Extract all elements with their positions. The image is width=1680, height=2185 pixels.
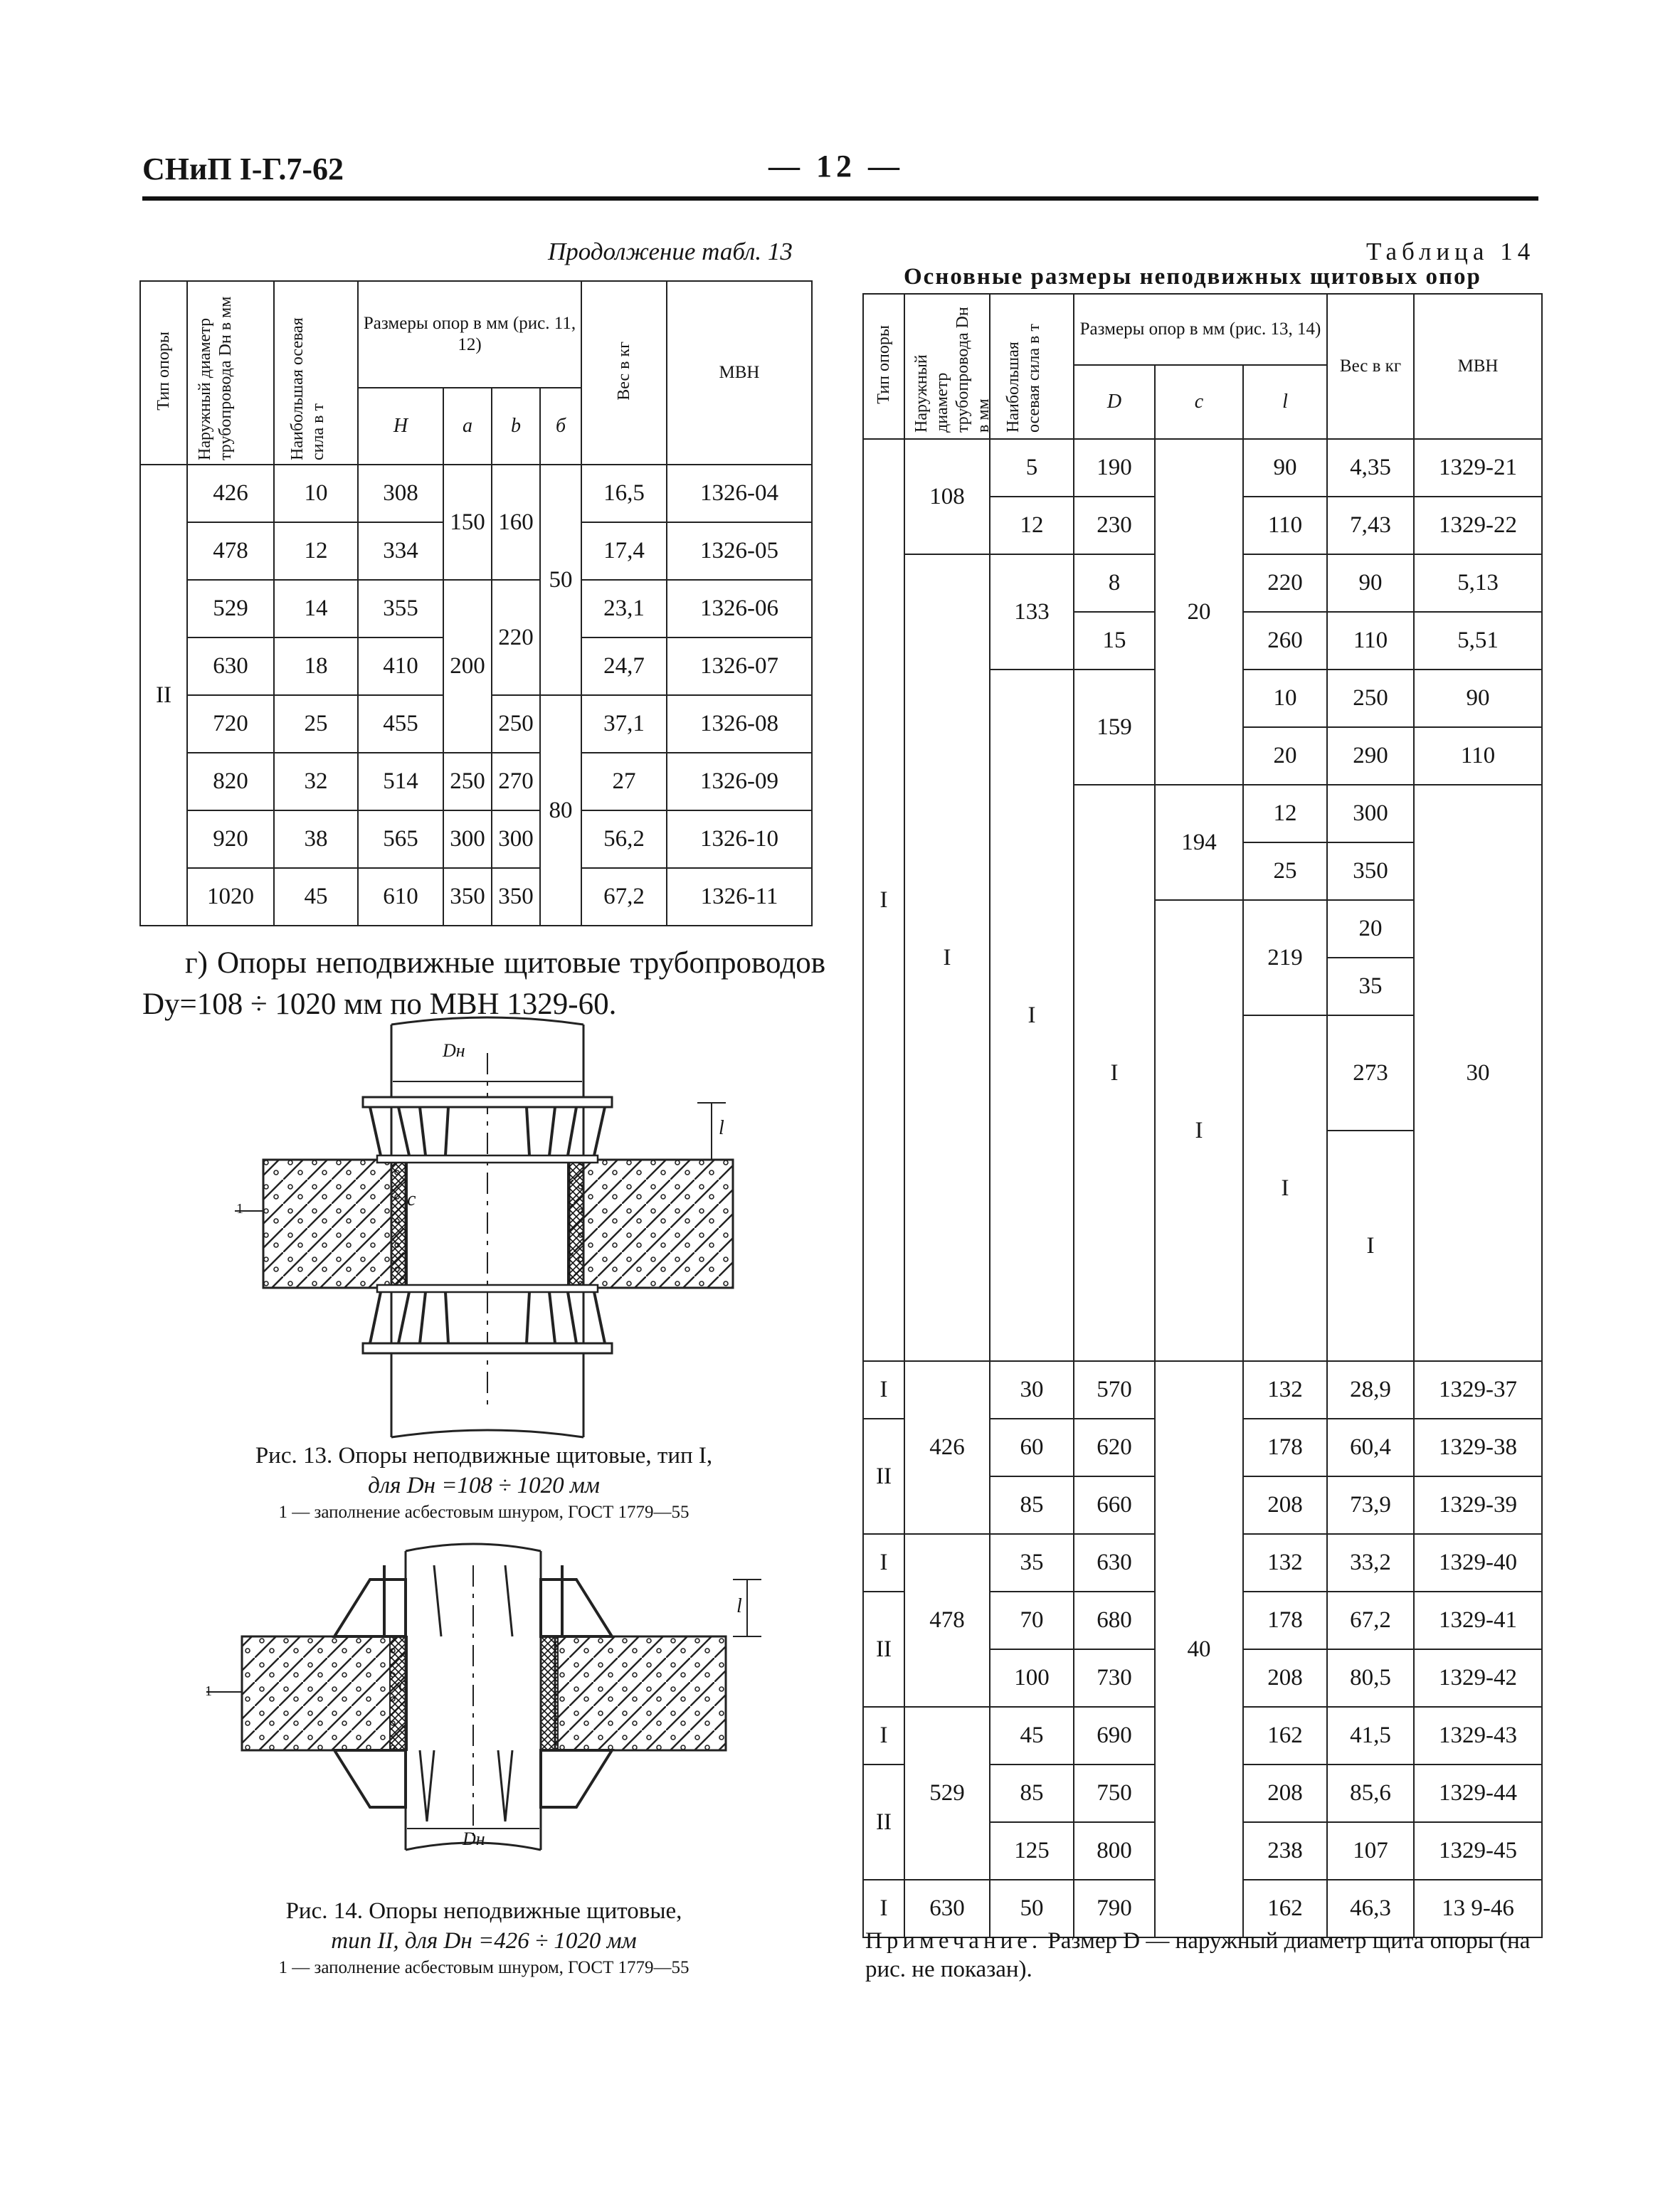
t13-col-weight: Вес в кг [581,281,667,465]
t14-cell-l: 90 [1327,554,1414,612]
t13-cell-mvn: 1326-09 [667,753,812,810]
t14-cell-mvn: 13 9-46 [1414,1880,1542,1937]
t14-col-c: c [1155,365,1243,439]
t13-cell-a: 150 [443,465,492,580]
t13-cell-force: 14 [274,580,358,637]
t13-col-axial-force: Наибольшая осевая сила в т [274,281,358,465]
t14-cell-force: 85 [990,1476,1074,1534]
t14-cell-D: 620 [1074,1419,1155,1476]
t14-cell-force: 35 [990,1534,1074,1592]
t14-cell-diam: 426 [904,1361,990,1534]
t14-cell-D: 680 [1074,1592,1155,1649]
t14-cell-mvn: 1329-22 [1414,497,1542,554]
t14-cell-force: 20 [1327,900,1414,958]
t13-cell-b: 270 [492,753,540,810]
t14-cell-D: 300 [1327,785,1414,842]
t14-cell-weight: 7,43 [1327,497,1414,554]
t14-cell-mvn: 1329-40 [1414,1534,1542,1592]
t13-cell-b: 350 [492,868,540,926]
t14-cell-c: 20 [1155,439,1243,785]
t13-cell-H: 308 [358,465,443,522]
t13-row [140,753,812,810]
t14-cell-D: 350 [1327,842,1414,900]
table13-continuation-caption: Продолжение табл. 13 [548,238,793,265]
t14-cell-force: 5 [990,439,1074,497]
table14-title: Таблица 14 [1366,238,1536,265]
t14-cell-D: 690 [1074,1707,1155,1765]
t14-cell-force: 45 [990,1707,1074,1765]
t13-cell-H: 514 [358,753,443,810]
t13-cell-type: II [140,465,187,926]
t13-cell-a: 300 [443,810,492,868]
t13-cell-force: 25 [274,695,358,753]
t14-cell-force: 85 [990,1765,1074,1822]
t14-cell-diam: 630 [904,1880,990,1937]
table13 [139,280,813,926]
t14-cell-type: I [863,1534,904,1592]
t14-cell-type: I [1243,1015,1327,1361]
t14-cell-mvn: 1329-44 [1414,1765,1542,1822]
t14-cell-force: 125 [990,1822,1074,1880]
t13-cell-weight: 17,4 [581,522,667,580]
t13-cell-force: 38 [274,810,358,868]
t13-col-a: a [443,388,492,465]
fig14-label-1: 1 [205,1683,212,1699]
t14-cell-c: 30 [1414,785,1542,1361]
t14-cell-weight: 4,35 [1327,439,1414,497]
t14-col-D: D [1074,365,1155,439]
t14-cell-type: II [863,1592,904,1707]
t14-cell-D: 800 [1074,1822,1155,1880]
t14-cell-l: 110 [1327,612,1414,670]
t13-cell-H: 355 [358,580,443,637]
t13-cell-weight: 23,1 [581,580,667,637]
t13-cell-weight: 27 [581,753,667,810]
t14-col-weight: Вес в кг [1327,294,1414,439]
t14-cell-D: 730 [1074,1649,1155,1707]
t14-cell-weight: 85,6 [1327,1765,1414,1822]
t13-cell-mvn: 1326-06 [667,580,812,637]
t13-cell-weight: 37,1 [581,695,667,753]
t13-col-outer-diam: Наружный диаметр трубопровода Dн в мм [187,281,274,465]
t14-cell-D: 190 [1074,439,1155,497]
t14-cell-type: II [863,1419,904,1534]
t14-cell-D: 630 [1074,1534,1155,1592]
t14-cell-force: 25 [1243,842,1327,900]
t14-cell-diam: 273 [1327,1015,1414,1131]
fig13-caption-line2: для Dн =108 ÷ 1020 мм [368,1473,600,1498]
t13-cell-diam: 820 [187,753,274,810]
t13-cell-a: 200 [443,580,492,753]
fig14-label-c: c [398,1673,408,1695]
fig14-label-l: l [736,1595,742,1617]
t14-cell-D: 290 [1327,727,1414,785]
t14-cell-type: I [990,670,1074,1361]
t13-cell-mvn: 1326-07 [667,637,812,695]
fig14-caption-note: 1 — заполнение асбестовым шнуром, ГОСТ 1779—55 [278,1958,690,1977]
t14-cell-D: 260 [1243,612,1327,670]
t13-cell-delta: 80 [540,695,581,926]
t13-cell-weight: 16,5 [581,465,667,522]
t13-row [140,465,812,522]
t14-cell-l: 110 [1414,727,1542,785]
t13-cell-diam: 478 [187,522,274,580]
t13-cell-H: 455 [358,695,443,753]
t14-row [863,439,1542,497]
table14-note-label: Примечание. [865,1928,1042,1954]
figure-13-drawing [235,1010,776,1437]
t14-cell-type: I [863,439,904,1361]
t14-cell-type: I [1074,785,1155,1361]
t14-cell-l: 178 [1243,1592,1327,1649]
t13-cell-force: 45 [274,868,358,926]
fig14-label-dn: Dн [463,1829,485,1849]
t14-cell-mvn: 1329-42 [1414,1649,1542,1707]
t14-cell-D: 660 [1074,1476,1155,1534]
t14-cell-mvn: 1329-43 [1414,1707,1542,1765]
t14-cell-weight: 80,5 [1327,1649,1414,1707]
t13-cell-diam: 630 [187,637,274,695]
document-code: СНиП I-Г.7-62 [142,152,344,186]
t14-cell-weight: 33,2 [1327,1534,1414,1592]
t14-cell-mvn: 1329-41 [1414,1592,1542,1649]
t14-cell-l: 162 [1243,1707,1327,1765]
t13-cell-H: 410 [358,637,443,695]
t13-row [140,868,812,926]
fig13-label-dn: Dн [443,1040,465,1061]
t14-cell-force: 70 [990,1592,1074,1649]
table14 [862,293,1543,1938]
t13-col-sizes: Размеры опор в мм (рис. 11, 12) [358,281,581,388]
t14-cell-weight: 73,9 [1327,1476,1414,1534]
t14-cell-c: 40 [1155,1361,1243,1937]
t14-col-outer-diam: Наружный диаметр трубопровода Dн в мм [904,294,990,439]
t13-cell-mvn: 1326-10 [667,810,812,868]
t13-cell-diam: 1020 [187,868,274,926]
t13-cell-mvn: 1326-05 [667,522,812,580]
fig14-caption-line2: тип II, для Dн =426 ÷ 1020 мм [331,1928,637,1954]
t14-body [863,439,1542,1937]
t14-cell-weight: 5,13 [1414,554,1542,612]
t13-cell-diam: 426 [187,465,274,522]
t14-cell-mvn: 1329-39 [1414,1476,1542,1534]
t13-cell-diam: 529 [187,580,274,637]
t14-cell-weight: 67,2 [1327,1592,1414,1649]
fig13-label-l: l [719,1117,724,1139]
t13-col-H: H [358,388,443,465]
t13-cell-force: 12 [274,522,358,580]
t14-cell-force: 20 [1243,727,1327,785]
table14-note-text: Размер D — наружный диаметр щита опоры (на рис. не показан). [865,1928,1531,1982]
t14-cell-D: 570 [1074,1361,1155,1419]
t14-cell-diam: 529 [904,1707,990,1880]
t13-cell-diam: 720 [187,695,274,753]
t13-row [140,580,812,637]
t13-cell-a: 350 [443,868,492,926]
t14-cell-force: 30 [990,1361,1074,1419]
section-g-heading: г) Опоры неподвижные щитовые трубопроводов Dу=108 ÷ 1020 мм по МВН 1329-60. [142,946,825,1021]
t14-cell-l: 90 [1414,670,1542,727]
t13-cell-b: 220 [492,580,540,695]
fig13-label-1: 1 [236,1201,243,1217]
t13-cell-force: 18 [274,637,358,695]
t13-cell-delta: 50 [540,465,581,695]
t14-cell-diam: 478 [904,1534,990,1707]
t14-cell-l: 90 [1243,439,1327,497]
t13-cell-H: 334 [358,522,443,580]
t14-cell-l: 208 [1243,1649,1327,1707]
t14-cell-diam: 108 [904,439,990,554]
table14-subtitle: Основные размеры неподвижных щитовых опор [904,264,1481,290]
t14-cell-force: 15 [1074,612,1155,670]
t13-cell-b: 300 [492,810,540,868]
t13-col-type: Тип опоры [140,281,187,465]
t14-cell-type: I [863,1361,904,1419]
t14-cell-mvn: 1329-21 [1414,439,1542,497]
t14-cell-l: 162 [1243,1880,1327,1937]
t14-cell-weight: 28,9 [1327,1361,1414,1419]
t14-cell-D: 250 [1327,670,1414,727]
fig13-caption-note: 1 — заполнение асбестовым шнуром, ГОСТ 1779—55 [278,1503,690,1522]
t14-cell-D: 220 [1243,554,1327,612]
t14-cell-type: I [863,1880,904,1937]
t13-col-delta: б [540,388,581,465]
t13-row [140,810,812,868]
t14-row [863,1361,1542,1419]
t14-cell-l: 132 [1243,1534,1327,1592]
t14-cell-mvn: 1329-38 [1414,1419,1542,1476]
t14-cell-diam: 159 [1074,670,1155,785]
t13-cell-weight: 67,2 [581,868,667,926]
t14-cell-type: I [1155,900,1243,1361]
t14-cell-force: 50 [990,1880,1074,1937]
t13-body [140,465,812,926]
t14-cell-D: 230 [1074,497,1155,554]
t13-cell-weight: 24,7 [581,637,667,695]
t14-col-l: l [1243,365,1327,439]
t14-cell-l: 132 [1243,1361,1327,1419]
t14-cell-force: 8 [1074,554,1155,612]
t14-cell-force: 100 [990,1649,1074,1707]
table14-note [865,1927,1541,1984]
t13-col-mvn: МВН [667,281,812,465]
t14-cell-weight: 41,5 [1327,1707,1414,1765]
t14-cell-l: 208 [1243,1765,1327,1822]
t14-cell-force: 35 [1327,958,1414,1015]
t14-cell-mvn: 1329-37 [1414,1361,1542,1419]
t14-cell-l: 208 [1243,1476,1327,1534]
t13-col-b: b [492,388,540,465]
t13-cell-H: 610 [358,868,443,926]
t14-cell-l: 178 [1243,1419,1327,1476]
t14-col-type: Тип опоры [863,294,904,439]
t13-cell-weight: 56,2 [581,810,667,868]
t13-cell-force: 10 [274,465,358,522]
t14-cell-weight: 46,3 [1327,1880,1414,1937]
t13-cell-mvn: 1326-04 [667,465,812,522]
t14-cell-l: 110 [1243,497,1327,554]
t14-col-mvn: МВН [1414,294,1542,439]
t13-cell-mvn: 1326-11 [667,868,812,926]
t14-cell-diam: 194 [1155,785,1243,900]
t14-cell-D: 750 [1074,1765,1155,1822]
fig13-caption-line1: Рис. 13. Опоры неподвижные щитовые, тип I, [255,1443,713,1469]
page-number: — 12 — [768,149,904,184]
t14-cell-D: 790 [1074,1880,1155,1937]
t14-cell-weight: 5,51 [1414,612,1542,670]
fig13-label-c: c [407,1188,416,1210]
t14-cell-force: 12 [1243,785,1327,842]
t13-cell-a: 250 [443,753,492,810]
t14-cell-l: 238 [1243,1822,1327,1880]
t14-cell-type: I [1327,1131,1414,1361]
t14-cell-force: 10 [1243,670,1327,727]
t13-cell-mvn: 1326-08 [667,695,812,753]
t14-cell-type: I [863,1707,904,1765]
header-rule [142,196,1538,201]
t14-cell-mvn: 1329-45 [1414,1822,1542,1880]
t13-cell-force: 32 [274,753,358,810]
t13-cell-b: 160 [492,465,540,580]
figure-14-drawing [206,1537,761,1850]
t14-cell-force: 12 [990,497,1074,554]
t14-cell-diam: 133 [990,554,1074,670]
t14-cell-force: 60 [990,1419,1074,1476]
t13-cell-H: 565 [358,810,443,868]
t14-cell-type: II [863,1765,904,1880]
t14-cell-diam: 219 [1243,900,1327,1015]
t14-col-axial-force: Наибольшая осевая сила в т [990,294,1074,439]
fig14-caption-line1: Рис. 14. Опоры неподвижные щитовые, [285,1898,682,1924]
t14-cell-weight: 60,4 [1327,1419,1414,1476]
t13-cell-b: 250 [492,695,540,753]
t14-cell-weight: 107 [1327,1822,1414,1880]
t14-cell-type: I [904,554,990,1361]
t13-cell-diam: 920 [187,810,274,868]
t14-col-sizes: Размеры опор в мм (рис. 13, 14) [1074,294,1327,365]
